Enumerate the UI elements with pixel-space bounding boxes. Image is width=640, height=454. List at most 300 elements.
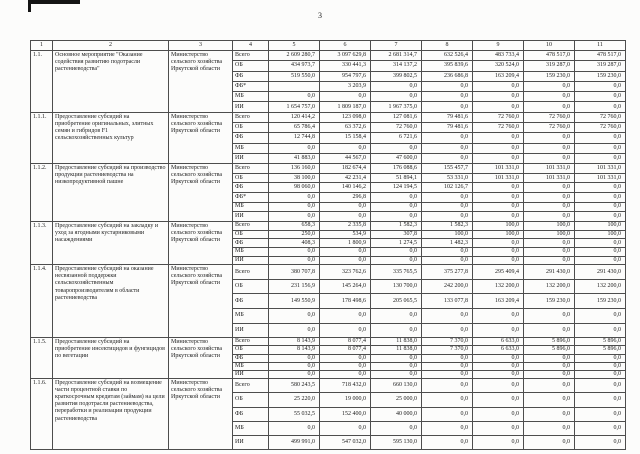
financing-table xyxy=(30,40,626,450)
amount-cell: 0,0 xyxy=(524,81,575,91)
amount-cell: 0,0 xyxy=(575,193,626,203)
amount-cell: 132 200,0 xyxy=(575,279,626,294)
amount-cell: 0,0 xyxy=(422,421,473,435)
amount-cell: 11 838,0 xyxy=(371,338,422,346)
row-number: 1.1.2. xyxy=(31,164,53,222)
amount-cell: 0,0 xyxy=(422,309,473,324)
budget-source-label: Всего xyxy=(233,265,269,280)
budget-source-label: Всего xyxy=(233,112,269,122)
amount-cell: 101 331,0 xyxy=(524,164,575,174)
amount-cell: 123 098,0 xyxy=(320,112,371,122)
amount-cell: 0,0 xyxy=(524,323,575,338)
amount-cell: 0,0 xyxy=(269,309,320,324)
budget-source-label: Всего xyxy=(233,338,269,346)
amount-cell: 0,0 xyxy=(473,407,524,421)
amount-cell: 127 081,6 xyxy=(371,112,422,122)
amount-cell: 0,0 xyxy=(473,379,524,393)
amount-cell: 159 230,0 xyxy=(575,294,626,309)
amount-cell: 0,0 xyxy=(320,421,371,435)
column-number: 7 xyxy=(371,41,422,51)
amount-cell: 399 802,5 xyxy=(371,71,422,81)
executor-name: Министерство сельского хозяйства Иркутской области xyxy=(169,265,233,338)
amount-cell: 25 220,0 xyxy=(269,393,320,407)
amount-cell: 101 331,0 xyxy=(473,164,524,174)
amount-cell: 0,0 xyxy=(575,256,626,265)
amount-cell: 0,0 xyxy=(269,92,320,102)
amount-cell: 140 146,2 xyxy=(320,183,371,193)
amount-cell: 319 287,0 xyxy=(575,61,626,71)
executor-name: Министерство сельского хозяйства Иркутской области xyxy=(169,338,233,379)
amount-cell: 41 883,0 xyxy=(269,153,320,163)
amount-cell: 0,0 xyxy=(575,153,626,163)
amount-cell: 0,0 xyxy=(269,354,320,362)
row-number: 1.1.4. xyxy=(31,265,53,338)
amount-cell: 63 372,6 xyxy=(320,123,371,133)
amount-cell: 0,0 xyxy=(422,256,473,265)
budget-source-label: МБ xyxy=(233,143,269,153)
amount-cell: 0,0 xyxy=(422,370,473,378)
amount-cell: 0,0 xyxy=(371,202,422,212)
amount-cell: 0,0 xyxy=(473,102,524,112)
amount-cell: 0,0 xyxy=(524,421,575,435)
amount-cell: 0,0 xyxy=(473,92,524,102)
amount-cell: 0,0 xyxy=(524,92,575,102)
amount-cell: 0,0 xyxy=(269,370,320,378)
amount-cell: 1 654 757,0 xyxy=(269,102,320,112)
amount-cell: 79 481,6 xyxy=(422,112,473,122)
amount-cell: 0,0 xyxy=(422,153,473,163)
budget-source-label: ФБ xyxy=(233,407,269,421)
column-number: 8 xyxy=(422,41,473,51)
amount-cell: 0,0 xyxy=(524,143,575,153)
amount-cell: 0,0 xyxy=(422,202,473,212)
amount-cell: 5 896,0 xyxy=(524,346,575,354)
amount-cell: 0,0 xyxy=(371,421,422,435)
amount-cell: 0,0 xyxy=(473,202,524,212)
amount-cell: 0,0 xyxy=(473,309,524,324)
amount-cell: 38 100,0 xyxy=(269,173,320,183)
budget-source-label: ФБ* xyxy=(233,193,269,203)
budget-source-label: ФБ xyxy=(233,183,269,193)
row-number: 1.1.5. xyxy=(31,338,53,379)
amount-cell: 133 077,8 xyxy=(422,294,473,309)
amount-cell: 0,0 xyxy=(269,256,320,265)
amount-cell: 132 200,0 xyxy=(524,279,575,294)
amount-cell: 1 582,3 xyxy=(422,221,473,230)
amount-cell: 483 733,4 xyxy=(473,51,524,61)
amount-cell: 0,0 xyxy=(269,212,320,222)
measure-name: Основное мероприятие "Оказание содействия развитию подотрасли растениеводства" xyxy=(53,51,169,113)
table-row xyxy=(31,379,626,393)
amount-cell: 2 609 280,7 xyxy=(269,51,320,61)
amount-cell: 8 143,9 xyxy=(269,338,320,346)
measure-name: Предоставление субсидий на приобретение оригинальных, элитных семян и гибридов F1 сельскохозяйственных культур xyxy=(53,112,169,163)
amount-cell: 0,0 xyxy=(422,212,473,222)
amount-cell: 8 077,4 xyxy=(320,346,371,354)
amount-cell: 163 209,4 xyxy=(473,71,524,81)
amount-cell: 132 200,0 xyxy=(473,279,524,294)
amount-cell: 0,0 xyxy=(524,354,575,362)
amount-cell: 0,0 xyxy=(575,323,626,338)
amount-cell: 72 760,0 xyxy=(473,112,524,122)
budget-source-label: ИИ xyxy=(233,323,269,338)
amount-cell: 0,0 xyxy=(320,202,371,212)
amount-cell: 0,0 xyxy=(269,143,320,153)
amount-cell: 130 700,0 xyxy=(371,279,422,294)
amount-cell: 100,0 xyxy=(575,230,626,239)
amount-cell: 0,0 xyxy=(320,92,371,102)
amount-cell: 0,0 xyxy=(524,193,575,203)
amount-cell: 580 243,5 xyxy=(269,379,320,393)
table-row xyxy=(31,265,626,280)
amount-cell: 7 370,0 xyxy=(422,338,473,346)
amount-cell: 0,0 xyxy=(575,92,626,102)
amount-cell: 3 203,9 xyxy=(320,81,371,91)
amount-cell: 0,0 xyxy=(575,379,626,393)
measure-name: Предоставление субсидий на производство продукции растениеводства на низкопродуктивной пашне xyxy=(53,164,169,222)
amount-cell: 242 200,0 xyxy=(422,279,473,294)
amount-cell: 0,0 xyxy=(269,421,320,435)
amount-cell: 6 633,0 xyxy=(473,346,524,354)
measure-name: Предоставление субсидий на оказание несвязанной поддержки сельскохозяйственным товаропроизводителям в области растениеводства xyxy=(53,265,169,338)
amount-cell: 0,0 xyxy=(269,362,320,370)
amount-cell: 5 896,0 xyxy=(575,346,626,354)
amount-cell: 120 414,2 xyxy=(269,112,320,122)
amount-cell: 98 060,0 xyxy=(269,183,320,193)
amount-cell: 0,0 xyxy=(524,435,575,449)
amount-cell: 0,0 xyxy=(473,421,524,435)
amount-cell: 0,0 xyxy=(575,239,626,248)
amount-cell: 0,0 xyxy=(371,309,422,324)
budget-source-label: МБ xyxy=(233,309,269,324)
amount-cell: 0,0 xyxy=(524,133,575,143)
budget-source-label: ФБ xyxy=(233,239,269,248)
executor-name: Министерство сельского хозяйства Иркутской области xyxy=(169,379,233,450)
amount-cell: 0,0 xyxy=(473,153,524,163)
amount-cell: 182 674,4 xyxy=(320,164,371,174)
column-number: 10 xyxy=(524,41,575,51)
budget-source-label: ОБ xyxy=(233,230,269,239)
column-number: 9 xyxy=(473,41,524,51)
column-number: 11 xyxy=(575,41,626,51)
amount-cell: 0,0 xyxy=(422,92,473,102)
amount-cell: 0,0 xyxy=(320,247,371,256)
amount-cell: 0,0 xyxy=(575,81,626,91)
amount-cell: 0,0 xyxy=(524,362,575,370)
amount-cell xyxy=(269,81,320,91)
amount-cell: 44 567,0 xyxy=(320,153,371,163)
budget-source-label: ОБ xyxy=(233,346,269,354)
amount-cell: 145 264,0 xyxy=(320,279,371,294)
amount-cell: 0,0 xyxy=(473,370,524,378)
budget-source-label: ФБ xyxy=(233,294,269,309)
amount-cell: 100,0 xyxy=(473,221,524,230)
budget-source-label: ИИ xyxy=(233,153,269,163)
amount-cell: 395 839,6 xyxy=(422,61,473,71)
amount-cell: 314 137,2 xyxy=(371,61,422,71)
column-number: 1 xyxy=(31,41,53,51)
amount-cell: 307,8 xyxy=(371,230,422,239)
amount-cell: 660 130,0 xyxy=(371,379,422,393)
scan-corner-artifact xyxy=(28,0,80,4)
executor-name: Министерство сельского хозяйства Иркутской области xyxy=(169,164,233,222)
amount-cell: 323 762,6 xyxy=(320,265,371,280)
budget-source-label: Всего xyxy=(233,51,269,61)
amount-cell: 0,0 xyxy=(320,143,371,153)
amount-cell: 102 126,7 xyxy=(422,183,473,193)
amount-cell: 547 032,0 xyxy=(320,435,371,449)
amount-cell: 0,0 xyxy=(524,212,575,222)
amount-cell: 53 331,0 xyxy=(422,173,473,183)
budget-source-label: Всего xyxy=(233,221,269,230)
amount-cell: 0,0 xyxy=(473,256,524,265)
amount-cell: 72 760,0 xyxy=(524,112,575,122)
budget-source-label: ОБ xyxy=(233,173,269,183)
table-row xyxy=(31,112,626,122)
amount-cell: 250,0 xyxy=(269,230,320,239)
amount-cell: 1 800,9 xyxy=(320,239,371,248)
amount-cell: 55 032,5 xyxy=(269,407,320,421)
amount-cell: 0,0 xyxy=(524,239,575,248)
amount-cell: 0,0 xyxy=(575,370,626,378)
amount-cell: 65 786,4 xyxy=(269,123,320,133)
amount-cell: 0,0 xyxy=(575,143,626,153)
amount-cell: 0,0 xyxy=(371,81,422,91)
measure-name: Предоставление субсидий на закладку и уход за ягодными кустарниковыми насаждениями xyxy=(53,221,169,264)
budget-source-label: ФБ xyxy=(233,133,269,143)
amount-cell: 152 400,0 xyxy=(320,407,371,421)
amount-cell: 0,0 xyxy=(524,379,575,393)
amount-cell: 163 209,4 xyxy=(473,294,524,309)
row-number: 1.1. xyxy=(31,51,53,113)
executor-name: Министерство сельского хозяйства Иркутской области xyxy=(169,51,233,113)
budget-source-label: МБ xyxy=(233,421,269,435)
amount-cell: 0,0 xyxy=(575,407,626,421)
amount-cell: 1 482,3 xyxy=(422,239,473,248)
amount-cell: 434 973,7 xyxy=(269,61,320,71)
amount-cell: 0,0 xyxy=(371,354,422,362)
amount-cell: 658,3 xyxy=(269,221,320,230)
amount-cell: 534,9 xyxy=(320,230,371,239)
amount-cell: 0,0 xyxy=(473,143,524,153)
amount-cell: 47 600,0 xyxy=(371,153,422,163)
amount-cell: 149 550,9 xyxy=(269,294,320,309)
amount-cell: 0,0 xyxy=(473,183,524,193)
amount-cell: 0,0 xyxy=(320,323,371,338)
amount-cell: 2 681 314,7 xyxy=(371,51,422,61)
budget-source-label: ОБ xyxy=(233,123,269,133)
amount-cell: 1 582,3 xyxy=(371,221,422,230)
measure-name: Предоставление субсидий на приобретение инсектицидов и фунгицидов по вегетации xyxy=(53,338,169,379)
amount-cell: 159 230,0 xyxy=(524,294,575,309)
amount-cell: 0,0 xyxy=(422,379,473,393)
amount-cell: 176 088,6 xyxy=(371,164,422,174)
amount-cell: 5 896,0 xyxy=(575,338,626,346)
amount-cell: 100,0 xyxy=(473,230,524,239)
amount-cell: 101 331,0 xyxy=(473,173,524,183)
amount-cell: 375 277,8 xyxy=(422,265,473,280)
amount-cell: 0,0 xyxy=(320,370,371,378)
amount-cell: 0,0 xyxy=(422,81,473,91)
amount-cell: 101 331,0 xyxy=(575,164,626,174)
amount-cell: 295 409,4 xyxy=(473,265,524,280)
measure-name: Предоставление субсидий на возмещение части процентной ставки по краткосрочным кредитам (займам) на цели развития подотрасли растениеводства, переработки и реализации продукции растениеводства xyxy=(53,379,169,450)
amount-cell: 0,0 xyxy=(575,183,626,193)
amount-cell: 0,0 xyxy=(575,354,626,362)
amount-cell: 0,0 xyxy=(524,247,575,256)
amount-cell: 1 967 375,0 xyxy=(371,102,422,112)
budget-source-label: МБ xyxy=(233,247,269,256)
amount-cell: 291 430,0 xyxy=(524,265,575,280)
executor-name: Министерство сельского хозяйства Иркутской области xyxy=(169,112,233,163)
budget-source-label: ИИ xyxy=(233,212,269,222)
executor-name: Министерство сельского хозяйства Иркутской области xyxy=(169,221,233,264)
amount-cell: 40 000,0 xyxy=(371,407,422,421)
amount-cell: 954 797,6 xyxy=(320,71,371,81)
amount-cell: 319 287,0 xyxy=(524,61,575,71)
amount-cell: 0,0 xyxy=(320,256,371,265)
amount-cell: 0,0 xyxy=(524,183,575,193)
amount-cell: 7 370,0 xyxy=(422,346,473,354)
amount-cell: 1 809 187,0 xyxy=(320,102,371,112)
table-row xyxy=(31,51,626,61)
amount-cell: 236 686,8 xyxy=(422,71,473,81)
amount-cell: 159 230,0 xyxy=(575,71,626,81)
amount-cell: 8 077,4 xyxy=(320,338,371,346)
amount-cell: 11 838,0 xyxy=(371,346,422,354)
amount-cell: 0,0 xyxy=(575,309,626,324)
amount-cell: 0,0 xyxy=(575,247,626,256)
table-row xyxy=(31,338,626,346)
row-number: 1.1.1. xyxy=(31,112,53,163)
amount-cell: 0,0 xyxy=(473,435,524,449)
amount-cell: 0,0 xyxy=(422,247,473,256)
amount-cell: 5 896,0 xyxy=(524,338,575,346)
amount-cell: 632 526,4 xyxy=(422,51,473,61)
amount-cell: 100,0 xyxy=(524,230,575,239)
amount-cell: 0,0 xyxy=(422,354,473,362)
amount-cell: 12 744,8 xyxy=(269,133,320,143)
amount-cell: 0,0 xyxy=(422,362,473,370)
amount-cell: 155 457,7 xyxy=(422,164,473,174)
amount-cell: 0,0 xyxy=(320,212,371,222)
amount-cell: 0,0 xyxy=(473,212,524,222)
amount-cell: 0,0 xyxy=(473,247,524,256)
amount-cell: 335 765,5 xyxy=(371,265,422,280)
amount-cell: 136 160,0 xyxy=(269,164,320,174)
amount-cell: 0,0 xyxy=(524,256,575,265)
column-number-row xyxy=(31,41,626,51)
column-number: 6 xyxy=(320,41,371,51)
amount-cell: 0,0 xyxy=(575,362,626,370)
amount-cell: 0,0 xyxy=(422,143,473,153)
amount-cell: 0,0 xyxy=(575,133,626,143)
amount-cell: 72 760,0 xyxy=(575,123,626,133)
amount-cell: 0,0 xyxy=(422,102,473,112)
amount-cell: 0,0 xyxy=(524,393,575,407)
amount-cell: 595 130,0 xyxy=(371,435,422,449)
amount-cell: 296,8 xyxy=(320,193,371,203)
amount-cell: 0,0 xyxy=(422,393,473,407)
amount-cell: 205 065,5 xyxy=(371,294,422,309)
amount-cell: 0,0 xyxy=(371,323,422,338)
amount-cell: 478 517,0 xyxy=(524,51,575,61)
amount-cell: 3 097 629,8 xyxy=(320,51,371,61)
budget-source-label: Всего xyxy=(233,164,269,174)
amount-cell: 320 524,0 xyxy=(473,61,524,71)
amount-cell: 0,0 xyxy=(473,393,524,407)
amount-cell: 0,0 xyxy=(422,133,473,143)
amount-cell: 0,0 xyxy=(524,202,575,212)
amount-cell: 72 760,0 xyxy=(524,123,575,133)
amount-cell: 0,0 xyxy=(269,323,320,338)
amount-cell: 0,0 xyxy=(269,247,320,256)
amount-cell: 0,0 xyxy=(269,193,320,203)
amount-cell: 0,0 xyxy=(371,212,422,222)
amount-cell: 25 000,0 xyxy=(371,393,422,407)
budget-source-label: ОБ xyxy=(233,393,269,407)
amount-cell: 718 432,0 xyxy=(320,379,371,393)
amount-cell: 0,0 xyxy=(575,212,626,222)
budget-source-label: ФБ xyxy=(233,354,269,362)
amount-cell: 0,0 xyxy=(473,193,524,203)
amount-cell: 0,0 xyxy=(269,202,320,212)
budget-source-label: ОБ xyxy=(233,61,269,71)
budget-source-label: ИИ xyxy=(233,435,269,449)
amount-cell: 499 991,0 xyxy=(269,435,320,449)
amount-cell: 72 760,0 xyxy=(371,123,422,133)
amount-cell: 101 331,0 xyxy=(575,173,626,183)
amount-cell: 0,0 xyxy=(524,407,575,421)
budget-source-label: ИИ xyxy=(233,370,269,378)
amount-cell: 330 441,3 xyxy=(320,61,371,71)
amount-cell: 0,0 xyxy=(371,143,422,153)
amount-cell: 380 707,8 xyxy=(269,265,320,280)
amount-cell: 15 158,4 xyxy=(320,133,371,143)
amount-cell: 0,0 xyxy=(320,309,371,324)
amount-cell: 0,0 xyxy=(524,102,575,112)
column-number: 2 xyxy=(53,41,169,51)
amount-cell: 124 194,5 xyxy=(371,183,422,193)
amount-cell: 19 000,0 xyxy=(320,393,371,407)
amount-cell: 0,0 xyxy=(371,362,422,370)
amount-cell: 72 760,0 xyxy=(575,112,626,122)
amount-cell: 0,0 xyxy=(371,256,422,265)
budget-source-label: ФБ xyxy=(233,71,269,81)
amount-cell: 0,0 xyxy=(422,407,473,421)
amount-cell: 0,0 xyxy=(473,362,524,370)
amount-cell: 100,0 xyxy=(422,230,473,239)
budget-source-label: МБ xyxy=(233,202,269,212)
amount-cell: 0,0 xyxy=(575,393,626,407)
amount-cell: 51 894,1 xyxy=(371,173,422,183)
amount-cell: 408,3 xyxy=(269,239,320,248)
amount-cell: 100,0 xyxy=(575,221,626,230)
table-row xyxy=(31,221,626,230)
amount-cell: 159 230,0 xyxy=(524,71,575,81)
amount-cell: 0,0 xyxy=(371,92,422,102)
amount-cell: 0,0 xyxy=(371,370,422,378)
amount-cell: 0,0 xyxy=(524,370,575,378)
amount-cell: 2 335,8 xyxy=(320,221,371,230)
amount-cell: 6 721,6 xyxy=(371,133,422,143)
amount-cell: 0,0 xyxy=(575,421,626,435)
amount-cell: 0,0 xyxy=(371,247,422,256)
amount-cell: 0,0 xyxy=(422,435,473,449)
column-number: 4 xyxy=(233,41,269,51)
amount-cell: 101 331,0 xyxy=(524,173,575,183)
amount-cell: 6 633,0 xyxy=(473,338,524,346)
